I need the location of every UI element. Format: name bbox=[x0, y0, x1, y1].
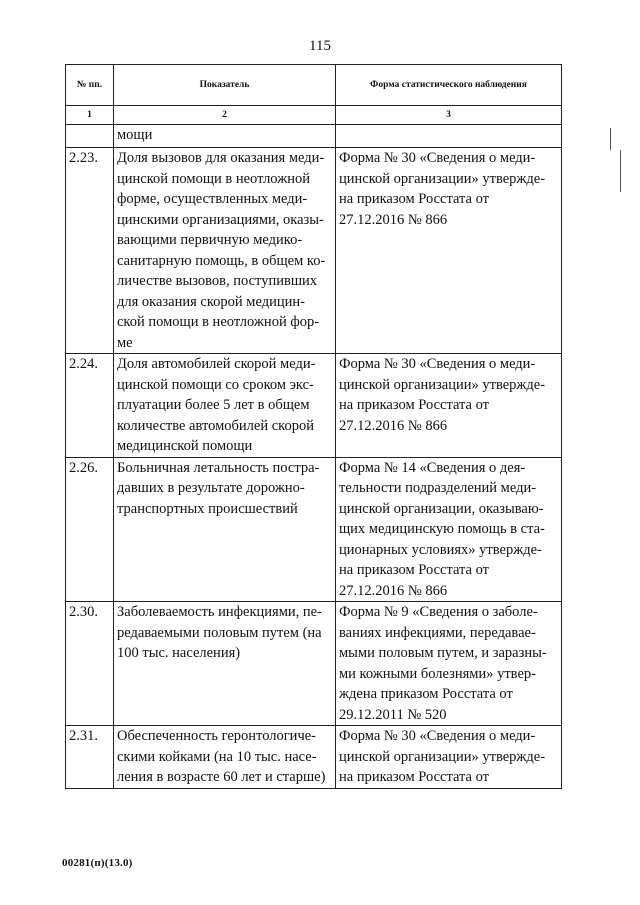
row-indicator bbox=[114, 354, 336, 458]
table-row bbox=[66, 457, 562, 602]
text-line: 100 тыс. населения) bbox=[117, 645, 241, 661]
text-line: Доля вызовов для оказания меди- bbox=[117, 150, 325, 166]
table-row bbox=[66, 602, 562, 726]
row-indicator bbox=[114, 726, 336, 789]
text-line: цинской организации» утвержде- bbox=[339, 170, 546, 187]
header-indicator: Показатель bbox=[114, 65, 336, 106]
text-line: ления в возрасте 60 лет и старше) bbox=[117, 769, 326, 785]
text-line: санитарную помощь, в общем ко- bbox=[117, 252, 326, 269]
text-line: 27.12.2016 № 866 bbox=[339, 417, 448, 434]
text-line: 27.12.2016 № 866 bbox=[339, 582, 448, 599]
column-number-3: 3 bbox=[336, 106, 562, 125]
text-line: ждена приказом Росстата от bbox=[339, 686, 513, 702]
row-form bbox=[336, 602, 562, 726]
text-line: Форма № 30 «Сведения о меди- bbox=[339, 728, 536, 744]
text-line: плуатации более 5 лет в общем bbox=[117, 397, 310, 413]
margin-mark bbox=[620, 150, 621, 192]
row-form bbox=[336, 148, 562, 354]
document-code: 00281(п)(13.0) bbox=[62, 857, 133, 869]
table-row bbox=[66, 354, 562, 458]
text-line: цинской организации» утвержде- bbox=[339, 376, 546, 393]
text-line: скими койками (на 10 тыс. насе- bbox=[117, 748, 317, 765]
text-line: Форма № 9 «Сведения о заболе- bbox=[339, 604, 538, 620]
row-number: 2.31. bbox=[66, 726, 114, 789]
text-line: щих медицинскую помощь в ста- bbox=[339, 521, 545, 537]
text-line: тельности подразделений меди- bbox=[339, 480, 537, 496]
text-line: 27.12.2016 № 866 bbox=[339, 211, 448, 228]
row-number: 2.24. bbox=[66, 354, 114, 458]
text-line: мыми половым путем, и заразны- bbox=[339, 645, 547, 661]
row-indicator bbox=[114, 148, 336, 354]
continuation-row bbox=[66, 125, 562, 148]
text-line: 29.12.2011 № 520 bbox=[339, 706, 447, 723]
text-line: Заболеваемость инфекциями, пе- bbox=[117, 604, 322, 620]
continuation-number bbox=[66, 125, 114, 148]
page-number: 115 bbox=[309, 38, 331, 54]
column-number-1: 1 bbox=[66, 106, 114, 125]
column-number-row bbox=[66, 106, 562, 125]
continuation-form bbox=[336, 125, 562, 148]
text-line: давших в результате дорожно- bbox=[117, 480, 305, 496]
row-indicator bbox=[114, 457, 336, 602]
text-line: цинской организации» утвержде- bbox=[339, 748, 546, 765]
table-row bbox=[66, 148, 562, 354]
text-line: на приказом Росстата от bbox=[339, 769, 489, 785]
text-line: Форма № 14 «Сведения о дея- bbox=[339, 459, 526, 476]
header-form: Форма статистического наблюдения bbox=[336, 65, 562, 106]
text-line: Доля автомобилей скорой меди- bbox=[117, 356, 316, 372]
text-line: ми кожными болезнями» утвер- bbox=[339, 665, 536, 682]
text-line: цинской организации, оказываю- bbox=[339, 500, 544, 517]
text-line: транспортных происшествий bbox=[117, 500, 298, 517]
text-line: на приказом Росстата от bbox=[339, 562, 489, 578]
text-line: Форма № 30 «Сведения о меди- bbox=[339, 356, 536, 372]
row-number: 2.23. bbox=[66, 148, 114, 354]
text-line: на приказом Росстата от bbox=[339, 191, 489, 207]
text-line: редаваемыми половым путем (на bbox=[117, 624, 322, 641]
text-line: для оказания скорой медицин- bbox=[117, 293, 305, 310]
text-line: форме, осуществленных меди- bbox=[117, 191, 308, 207]
continuation-indicator: мощи bbox=[114, 125, 336, 148]
table-header-row bbox=[66, 65, 562, 106]
text-line: Больничная летальность постра- bbox=[117, 459, 320, 476]
text-line: цинскими организациями, оказы- bbox=[117, 211, 324, 228]
text-line: ваниях инфекциями, передавае- bbox=[339, 624, 536, 641]
text-line: ской помощи в неотложной фор- bbox=[117, 314, 320, 330]
text-line: цинской помощи в неотложной bbox=[117, 170, 310, 187]
text-line: личестве вызовов, поступивших bbox=[117, 273, 317, 289]
text-line: вающими первичную медико- bbox=[117, 232, 303, 248]
table-row bbox=[66, 726, 562, 789]
row-number: 2.30. bbox=[66, 602, 114, 726]
column-number-2: 2 bbox=[114, 106, 336, 125]
text-line: медицинской помощи bbox=[117, 438, 253, 454]
text-line: ме bbox=[117, 334, 133, 351]
row-form bbox=[336, 457, 562, 602]
text-line: ционарных условиях» утвержде- bbox=[339, 541, 542, 558]
margin-mark bbox=[610, 128, 611, 150]
row-form bbox=[336, 354, 562, 458]
text-line: цинской помощи со сроком экс- bbox=[117, 376, 314, 393]
row-number: 2.26. bbox=[66, 457, 114, 602]
indicator-table bbox=[65, 64, 562, 789]
text-line: Форма № 30 «Сведения о меди- bbox=[339, 150, 536, 166]
text-line: Обеспеченность геронтологиче- bbox=[117, 728, 316, 744]
header-number: № пп. bbox=[66, 65, 114, 106]
text-line: на приказом Росстата от bbox=[339, 397, 489, 413]
text-line: количестве автомобилей скорой bbox=[117, 417, 314, 434]
row-form bbox=[336, 726, 562, 789]
row-indicator bbox=[114, 602, 336, 726]
